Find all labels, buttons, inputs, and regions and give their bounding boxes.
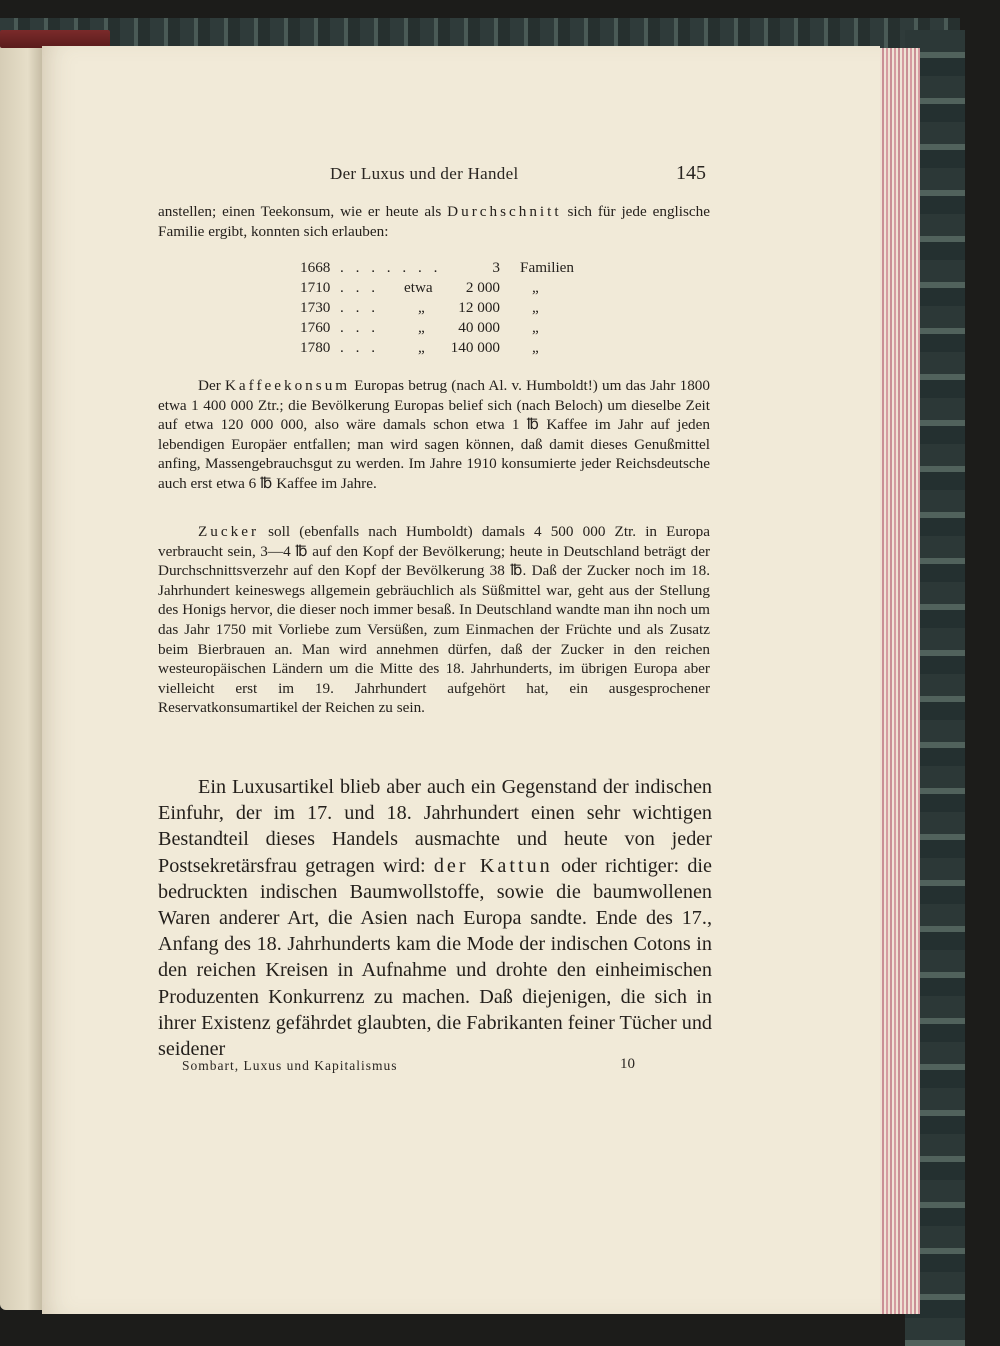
table-number: 40 000 xyxy=(458,319,500,336)
table-year: 1760 xyxy=(300,319,331,336)
table-prefix: „ xyxy=(418,339,425,356)
running-header xyxy=(42,162,880,188)
table-number: 12 000 xyxy=(458,299,500,316)
intro-text-after: sich für jede englische Familie ergibt, konnten sich erlauben: xyxy=(158,203,710,240)
page-number: 145 xyxy=(676,162,706,184)
table-unit: Familien xyxy=(520,259,574,276)
table-leader-dots: . . . . . . . xyxy=(340,259,442,276)
table-year: 1780 xyxy=(300,339,331,356)
table-prefix: „ xyxy=(418,319,425,336)
table-row xyxy=(300,258,600,278)
signature-line: Sombart, Luxus und Kapitalismus xyxy=(182,1058,398,1073)
emphasized-term-kattun: der Kattun xyxy=(433,854,553,877)
sugar-paragraph xyxy=(158,522,710,718)
running-title: Der Luxus und der Handel xyxy=(330,164,519,183)
coffee-paragraph xyxy=(158,376,710,494)
table-number: 140 000 xyxy=(450,339,500,356)
sugar-text-after: soll (ebenfalls nach Humboldt) damals 4 500 000 Ztr. in Europa verbraucht sein, 3—4 ℔ auf den Kopf der Bevölkerung; heute in Deutschland beträgt der Durchschnittsverzehr auf den Kopf der Bevölkerung 38 ℔. Daß der Zucker noch im 18. Jahrhundert keineswegs allgemein gebräuchlich als Süßmittel war, geht aus der Stellung des Honigs hervor, die dieser noch immer besaß. In Deutschland wandte man ihn noch um das Jahr 1750 mit Vorliebe zum Versüßen, zum Einmachen der Früchte und als Zusatz beim Bierbrauen an. Man wird annehmen dürfen, daß der Zucker in den reichen westeuropäischen Ländern um die Mitte des 18. Jahrhunderts, im übrigen Europa aber vielleicht erst im 19. Jahrhundert aufgehört hat, ein ausgesprochener Reservatkonsumartikel der Reichen zu sein. xyxy=(158,523,710,717)
coffee-text-after: Europas betrug (nach Al. v. Humboldt!) um das Jahr 1800 etwa 1 400 000 Ztr.; die Bevölkerung Europas belief sich (nach Beloch) um dieselbe Zeit auf etwa 120 000 000, also wäre damals schon etwa 1 ℔ Kaffee im Jahr auf jeden lebendigen Europäer entfallen; man wird sagen können, daß damit dieses Genußmittel anfing, Massengebrauchsgut zu werden. Im Jahre 1910 konsumierte jeder Reichsdeutsche auch erst etwa 6 ℔ Kaffee im Jahre. xyxy=(158,377,710,492)
table-prefix: „ xyxy=(418,299,425,316)
table-row xyxy=(300,298,600,318)
table-unit: „ xyxy=(532,339,539,356)
table-row xyxy=(300,318,600,338)
page-block-edges xyxy=(874,48,920,1314)
table-prefix: etwa xyxy=(404,279,433,296)
cotton-paragraph xyxy=(158,774,712,1062)
facing-page-edge xyxy=(0,40,46,1310)
sheet-number: 10 xyxy=(620,1056,635,1072)
table-year: 1710 xyxy=(300,279,331,296)
table-unit: „ xyxy=(532,319,539,336)
table-leader-dots: . . . xyxy=(340,339,379,356)
emphasized-term-kaffeekonsum: Kaffeekonsum xyxy=(224,377,351,394)
table-leader-dots: . . . xyxy=(340,299,379,316)
cotton-text-after: oder richtiger: die bedruckten indischen Baumwollstoffe, sowie die baumwollenen Waren anderer Art, die Asien nach Europa sandte. Ende des 17., Anfang des 18. Jahrhunderts kam die Mode der indischen Cotons in den reichen Kreisen in Aufnahme und drohte den einheimischen Produzenten Konkurrenz zu machen. Daß diejenigen, die sich in ihrer Existenz gefährdet glaubten, die Fabrikanten feiner Tücher und seidener xyxy=(158,854,713,1061)
table-row xyxy=(300,278,600,298)
coffee-text-before: Der xyxy=(198,377,225,394)
table-unit: „ xyxy=(532,279,539,296)
table-number: 3 xyxy=(492,259,500,276)
intro-paragraph xyxy=(158,202,710,241)
table-number: 2 000 xyxy=(465,279,500,296)
table-row xyxy=(300,338,600,358)
table-leader-dots: . . . xyxy=(340,279,379,296)
cotton-text-before: Ein Luxusartikel blieb aber auch ein Gegenstand der indischen Einfuhr, der im 17. und 18. Jahrhundert einen sehr wichtigen Bestandteil dieses Handels ausmachte und heute von jeder Postsekretärsfrau getragen wird: xyxy=(158,776,712,877)
tea-consumption-table xyxy=(300,258,600,358)
table-leader-dots: . . . xyxy=(340,319,379,336)
table-year: 1730 xyxy=(300,299,331,316)
intro-text-before: anstellen; einen Teekonsum, wie er heute als xyxy=(158,203,448,220)
emphasized-term-durchschnitt: Durchschnitt xyxy=(447,203,562,220)
page-footer xyxy=(42,1058,880,1078)
emphasized-term-zucker: Zucker xyxy=(198,523,260,540)
table-year: 1668 xyxy=(300,259,331,276)
table-unit: „ xyxy=(532,299,539,316)
book-page xyxy=(42,46,880,1314)
